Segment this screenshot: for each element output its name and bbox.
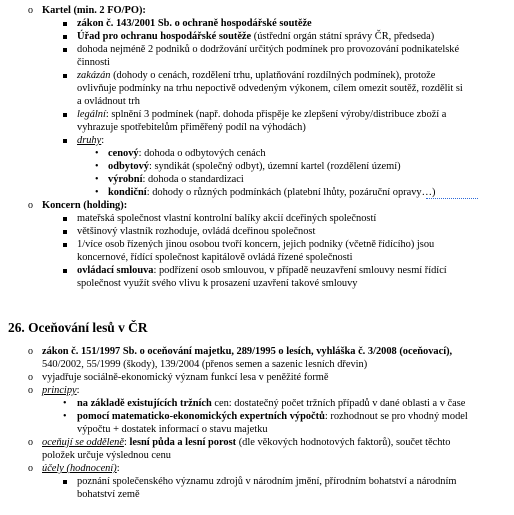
list-bullet: •: [95, 161, 99, 172]
koncern-item: mateřská společnost vlastní kontrolní balíky akcií dceřiných společností: [77, 213, 377, 224]
square-bullet: [63, 269, 67, 273]
list-bullet: •: [95, 148, 99, 159]
kartel-forbidden-line1: zakázán (dohody o cenách, rozdělení trhu, uplatňování rozdílných podmínek), protože: [77, 70, 436, 81]
koncern-control-line2: společnost využít svého vlivu k prosazení uzavření takové smlouvy: [77, 278, 358, 289]
section26-significance: vyjadřuje sociálně-ekonomický význam funkcí lesa v peněžité formě: [42, 372, 329, 383]
list-marker-o: o: [28, 346, 33, 357]
principle-item: pomocí matematicko-ekonomických expertních výpočtů: rozhodnout se pro vhodný model: [77, 411, 468, 422]
koncern-item: většinový vlastník rozhoduje, ovládá dceřinou společnost: [77, 226, 316, 237]
kartel-type-item: výrobní: dohoda o standardizaci: [108, 174, 244, 185]
list-marker-o: o: [28, 5, 33, 16]
list-bullet: •: [63, 411, 67, 422]
kartel-title: Kartel (min. 2 FO/PO):: [42, 5, 146, 16]
kartel-agreement-line1: dohoda nejméně 2 podniků o dodržování určitých podmínek pro provozování podnikatelské: [77, 44, 460, 55]
square-bullet: [63, 22, 67, 26]
section26-purpose-line1: poznání společenského významu zdrojů v národním jmění, přírodním bohatství a národním: [77, 476, 457, 487]
koncern-item-cont: koncernové, řídící společnost kapitálově ovládá řízené společnosti: [77, 252, 353, 263]
list-bullet: •: [95, 187, 99, 198]
section26-principles-label: principy:: [42, 385, 80, 396]
koncern-item: 1/více osob řízených jinou osobou tvoří koncern, jejich podniky (včetně řídícího) jsou: [77, 239, 435, 250]
kartel-legal-line1: legální: splnění 3 podmínek (např. dohoda přispěje ke zlepšení výroby/distribuce zboží a: [77, 109, 447, 120]
list-marker-o: o: [28, 463, 33, 474]
kartel-law: zákon č. 143/2001 Sb. o ochraně hospodářské soutěže: [77, 18, 312, 29]
kartel-office: Úřad pro ochranu hospodářské soutěže (ústřední orgán státní správy ČR, předseda): [77, 31, 435, 42]
kartel-type-item: kondiční: dohody o různých podmínkách (platební lhůty, pozáruční opravy…): [108, 187, 436, 198]
square-bullet: [63, 230, 67, 234]
kartel-forbidden-line3: a ovládnout trh: [77, 96, 140, 107]
square-bullet: [63, 243, 67, 247]
kartel-agreement-line2: činnosti: [77, 57, 110, 68]
list-bullet: •: [95, 174, 99, 185]
koncern-control-line1: ovládací smlouva: podřízení osob smlouvou, v případě neuzavření smlouvy nesmí řídící: [77, 265, 447, 276]
square-bullet: [63, 113, 67, 117]
square-bullet: [63, 48, 67, 52]
square-bullet: [63, 139, 67, 143]
section26-separate-line1: oceňují se odděleně: lesní půda a lesní porost (dle věkových hodnotových faktorů), součet těchto: [42, 437, 451, 448]
section26-separate-line2: položek určuje výslednou cenu: [42, 450, 171, 461]
kartel-forbidden-line2: ovlivňuje podmínky na trhu nepoctivě odvedeným výkonem, cílem omezit soutěž, rozdělit si: [77, 83, 463, 94]
section26-purpose-line2: bohatství země: [77, 489, 140, 500]
list-marker-o: o: [28, 200, 33, 211]
section26-purposes-label: účely (hodnocení):: [42, 463, 120, 474]
square-bullet: [63, 35, 67, 39]
section26-law-line2: 540/2002, 55/1999 (škody), 139/2004 (přenos semen a sazenic lesních dřevin): [42, 359, 368, 370]
square-bullet: [63, 74, 67, 78]
spellcheck-squiggle: [426, 195, 478, 199]
principle-item-cont: výpočtu + dostatek informací o stavu majetku: [77, 424, 268, 435]
list-marker-o: o: [28, 372, 33, 383]
koncern-title: Koncern (holding):: [42, 200, 128, 211]
principle-item: na základě existujících tržních cen: dostatečný počet tržních případů v dané oblasti a v čase: [77, 398, 466, 409]
kartel-type-item: odbytový: syndikát (společný odbyt), územní kartel (rozdělení území): [108, 161, 401, 172]
section26-law-line1: zákon č. 151/1997 Sb. o oceňování majetku, 289/1995 o lesích, vyhláška č. 3/2008 (oceňovací),: [42, 346, 453, 357]
kartel-legal-line2: vyhrazuje spotřebitelům přiměřený podíl na výhodách): [77, 122, 306, 133]
list-marker-o: o: [28, 437, 33, 448]
square-bullet: [63, 480, 67, 484]
section-heading: 26. Oceňování lesů v ČR: [8, 320, 148, 335]
kartel-type-item: cenový: dohoda o odbytových cenách: [108, 148, 266, 159]
square-bullet: [63, 217, 67, 221]
list-marker-o: o: [28, 385, 33, 396]
list-bullet: •: [63, 398, 67, 409]
kartel-types-label: druhy:: [77, 135, 105, 146]
